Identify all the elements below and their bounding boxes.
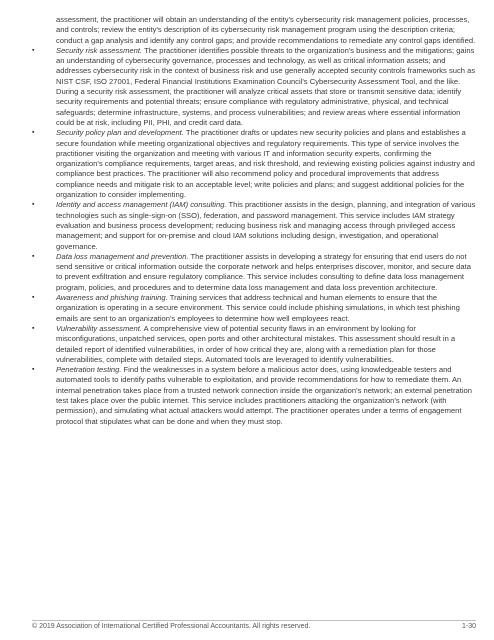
item-term: Security risk assessment. bbox=[56, 45, 143, 55]
bullet-icon: ▪ bbox=[32, 294, 35, 302]
bullet-icon: ▪ bbox=[32, 366, 35, 374]
item-text: This practitioner assists in the design, planning, and integration of various technologies such as single-sign-on (SSO), federation, and password management. This service includes IAM strategy evaluation and business process development; reducing business risk and managing access through privileged access management; and support for on-premise and cloud IAM solutions including design, investigation, and operational governance. bbox=[56, 200, 476, 251]
item-text: Training services that address technical and human elements to ensure that the organization is operating in a secure environment. This service could include phishing simulations, in which test phishing emails are sent to an organization's employees to determine how well employees react. bbox=[56, 293, 460, 323]
list-item bbox=[32, 200, 476, 251]
document-body bbox=[32, 15, 476, 427]
list-item bbox=[32, 324, 476, 365]
item-term: Awareness and phishing training. bbox=[56, 293, 168, 303]
item-text: Find the weaknesses in a system before a malicious actor does, using knowledgeable testers and automated tools to identify paths vulnerable to exploitation, and provide recommendations for how to remediate them. An internal penetration takes place from a trusted network connection inside the organization's network; an external penetration test takes place over the public internet. This service includes practitioners attacking the organization's network (with permission), and simulating what actual attackers would attempt. The practitioner operates under a terms of engagement protocol that stipulates what can be done and when they must stop. bbox=[56, 365, 472, 426]
item-text: A comprehensive view of potential security flaws in an environment by looking for misconfigurations, unpatched services, open ports and other architectural mistakes. This assessment should result in a detailed report of identified vulnerabilities, in order of how critical they are, along with a remediation plan for those vulnerabilities, complete with detailed steps. Automated tools are leveraged to identify vulnerabilities. bbox=[56, 323, 456, 364]
item-text: The practitioner identifies possible threats to the organization's business and the mitigations; gains an understanding of cybersecurity governance, processes and technology, as well as critical information assets; and addresses cybersecurity risk in the context of business risk and use generally accepted security controls frameworks such as NIST CSF, ISO 27001, Federal Financial Institutions Examination Council's Cybersecurity Assessment Tool, and the like. During a security risk assessment, the practitioner will analyze critical assets that store or transmit sensitive data; identify security requirements and potential threats; ensure compliance with regulatory administrative, physical, and technical safeguards; determine infrastructure, systems, and process vulnerabilities; and review areas where essential information could be at risk, including PII, PHI, and credit card data. bbox=[56, 45, 476, 127]
page-number: 1-30 bbox=[461, 623, 476, 630]
bullet-icon: ▪ bbox=[32, 252, 35, 260]
list-item bbox=[32, 46, 476, 128]
list-item bbox=[32, 365, 476, 427]
item-text: The practitioner assists in developing a strategy for ensuring that end users do not send sensitive or critical information outside the corporate network and helps enterprises discover, monitor, and secure data to prevent exfiltration and ensure regulatory compliance. This service includes consulting to define data loss management program, policies, and procedures and to determine data loss management and data loss prevention architecture. bbox=[56, 251, 471, 292]
item-term: Vulnerability assessment. bbox=[56, 323, 142, 333]
bullet-icon: ▪ bbox=[32, 201, 35, 209]
item-text: The practitioner drafts or updates new security policies and plans and establishes a secure foundation while meeting organizational objectives and regulatory requirements. This type of service involves the practitioner visiting the organization and meeting with various IT and information security experts, confirming the organization's compliance requirements, target areas, and risk threshold, and reviewing existing policies against industry and compliance best practices. The practitioner will also recommend policy and procedural improvements that address compliance needs and mitigate risk to an acceptable level; write policies and plans; and suggest additional policies for the organization to consider implementing. bbox=[56, 128, 475, 200]
service-list bbox=[32, 46, 476, 427]
list-item bbox=[32, 293, 476, 324]
page-footer bbox=[32, 620, 476, 630]
bullet-icon: ▪ bbox=[32, 129, 35, 137]
bullet-icon: ▪ bbox=[32, 46, 35, 54]
bullet-icon: ▪ bbox=[32, 324, 35, 332]
list-item bbox=[32, 128, 476, 200]
intro-paragraph: assessment, the practitioner will obtain an understanding of the entity's cybersecurity risk management policies, processes, and controls; review the entity's description of its cybersecurity risk management program using the description criteria; conduct a gap analysis and identify any control gaps; and provide recommendations to remediate any control gaps identified. bbox=[56, 15, 476, 45]
item-term: Identity and access management (IAM) consulting. bbox=[56, 200, 227, 210]
item-term: Security policy plan and development. bbox=[56, 128, 184, 138]
item-term: Penetration testing. bbox=[56, 365, 122, 375]
copyright-text: © 2019 Association of International Certified Professional Accountants. All rights reserved. bbox=[32, 623, 311, 630]
item-term: Data loss management and prevention. bbox=[56, 251, 189, 261]
list-item bbox=[32, 252, 476, 293]
